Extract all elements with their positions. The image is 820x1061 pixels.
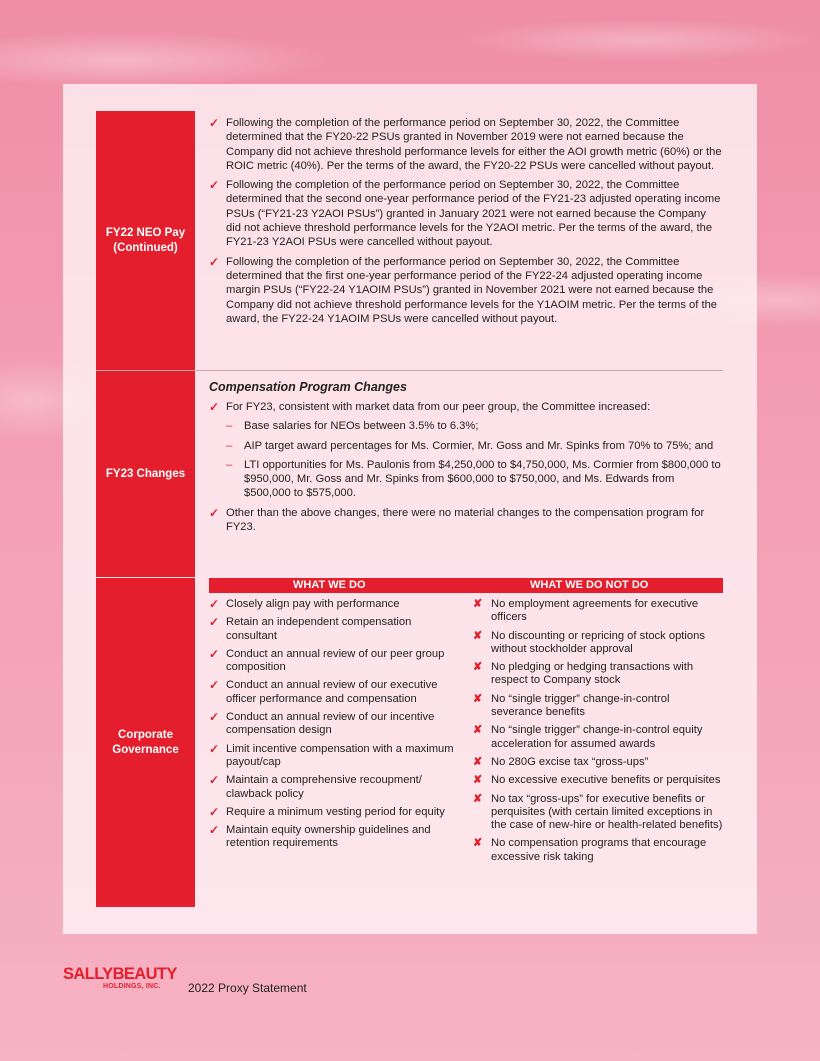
list-item: ✓ Maintain equity ownership guidelines and retention requirements <box>209 823 431 850</box>
list-item: ✓ Closely align pay with performance <box>209 597 400 611</box>
list-item: ✓ Limit incentive compensation with a maximum payout/cap <box>209 741 454 768</box>
list-item: ✘ No compensation programs that encourage excessive risk taking <box>473 837 707 863</box>
list-item: ✘ No employment agreements for executive officers <box>473 598 699 624</box>
cross-icon: ✘ <box>473 755 483 768</box>
cross-icon: ✘ <box>473 629 483 642</box>
section-label: FY22 NEO Pay (Continued) <box>96 111 195 370</box>
section-label: FY23 Changes <box>96 371 195 577</box>
checkmark-icon: ✓ <box>209 804 220 819</box>
checkmark-icon: ✓ <box>209 615 220 630</box>
what-we-do-list <box>209 598 459 856</box>
list-item: ✓ Conduct an annual review of our peer group composition <box>209 646 445 674</box>
cross-icon: ✘ <box>473 692 483 705</box>
list-item: ✓ Following the completion of the performance period on September 30, 2022, the Committee determined that the second one-year performance period of the FY21-23 adjusted operating income PSUs (“FY21-23 Y2AOI PSUs”) granted in January 2021 were not earned because the Company did not achieve threshold performance levels for the Y2AOI metric. Per the terms of the award, the FY21-23 Y2AOI PSUs were cancelled without payout. <box>209 178 721 249</box>
sub-list-item: – LTI opportunities for Ms. Paulonis from $4,250,000 to $4,750,000, Ms. Cormier from $800,000 to $950,000, Mr. Goss and Mr. Spinks from $600,000 to $750,000, and Ms. Edwards from $500,000 to $575,000. <box>226 458 721 500</box>
checkmark-icon: ✓ <box>209 741 220 756</box>
list-item: ✘ No “single trigger” change-in-control equity acceleration for assumed awards <box>473 724 703 750</box>
checkmark-icon: ✓ <box>209 178 220 193</box>
what-we-do-not-do-list <box>473 598 723 869</box>
list-item: ✘ No pledging or hedging transactions with respect to Company stock <box>473 661 694 687</box>
checkmark-icon: ✓ <box>209 505 220 520</box>
cross-icon: ✘ <box>473 661 483 674</box>
cross-icon: ✘ <box>473 837 483 850</box>
checkmark-icon: ✓ <box>209 597 220 611</box>
dash-bullet: – <box>226 458 233 471</box>
list-item: ✓ Maintain a comprehensive recoupment/ clawback policy <box>209 773 422 800</box>
checkmark-icon: ✓ <box>209 116 220 130</box>
what-we-do-header: WHAT WE DO <box>293 579 366 591</box>
cross-icon: ✘ <box>473 598 483 610</box>
list-item: ✓ Conduct an annual review of our incentive compensation design <box>209 710 435 737</box>
list-item: ✘ No 280G excise tax “gross-ups” <box>473 755 649 768</box>
list-item: ✘ No discounting or repricing of stock options without stockholder approval <box>473 629 705 655</box>
checkmark-icon: ✓ <box>209 646 220 661</box>
governance-column-headers <box>209 578 723 593</box>
list-item: ✓ Following the completion of the performance period on September 30, 2022, the Committee determined that the first one-year performance period of the FY22-24 adjusted operating income margin PSUs (“FY22-24 Y1AOIM PSUs”) granted in November 2021 were not earned because the Company did not achieve threshold performance levels for the Y1AOIM metric. Per the terms of the award, the FY22-24 Y1AOIM PSUs were cancelled without payout. <box>209 254 718 325</box>
dash-bullet: – <box>226 420 233 433</box>
list-item: ✓ Require a minimum vesting period for equity <box>209 804 445 819</box>
cross-icon: ✘ <box>473 724 483 737</box>
list-item: ✓ For FY23, consistent with market data from our peer group, the Committee increased: <box>209 400 651 414</box>
sub-list-item: – Base salaries for NEOs between 3.5% to 6.3%; <box>226 420 479 433</box>
list-item: ✘ No excessive executive benefits or perquisites <box>473 774 721 787</box>
list-item: ✓ Conduct an annual review of our executive officer performance and compensation <box>209 678 438 705</box>
section-subheading: Compensation Program Changes <box>209 380 407 394</box>
corporate-governance-section <box>96 578 723 907</box>
fy22-neo-pay-section <box>96 111 723 370</box>
dash-bullet: – <box>226 439 233 452</box>
fy23-changes-section <box>96 371 723 577</box>
sally-beauty-logo: SALLYBEAUTY <box>63 965 177 983</box>
cross-icon: ✘ <box>473 792 483 805</box>
list-item: ✘ No tax “gross-ups” for executive benefits or perquisites (with certain limited exceptions in the case of new-hire or health-related benefits) <box>473 792 723 832</box>
list-item: ✘ No “single trigger” change-in-control severance benefits <box>473 692 670 719</box>
checkmark-icon: ✓ <box>209 823 220 838</box>
section-label: Corporate Governance <box>96 578 195 907</box>
list-item: ✓ Retain an independent compensation consultant <box>209 615 412 642</box>
checkmark-icon: ✓ <box>209 254 220 269</box>
checkmark-icon: ✓ <box>209 773 220 788</box>
what-we-do-not-do-header: WHAT WE DO NOT DO <box>530 579 649 591</box>
logo-subtitle: HOLDINGS, INC. <box>103 983 161 990</box>
page-footer <box>63 965 307 995</box>
cross-icon: ✘ <box>473 774 483 787</box>
checkmark-icon: ✓ <box>209 678 220 693</box>
list-item: ✓ Following the completion of the performance period on September 30, 2022, the Committee determined that the FY20-22 PSUs granted in November 2019 were not earned because the Company did not achieve threshold performance levels for either the AOI growth metric (60%) or the ROIC metric (40%). Per the terms of the award, the FY20-22 PSUs were cancelled without payout. <box>209 116 722 172</box>
checkmark-icon: ✓ <box>209 710 220 725</box>
list-item: ✓ Other than the above changes, there were no material changes to the compensation program for FY23. <box>209 505 705 534</box>
checkmark-icon: ✓ <box>209 400 220 414</box>
document-title: 2022 Proxy Statement <box>188 981 307 995</box>
sub-list-item: – AIP target award percentages for Ms. Cormier, Mr. Goss and Mr. Spinks from 70% to 75%; and <box>226 439 714 452</box>
